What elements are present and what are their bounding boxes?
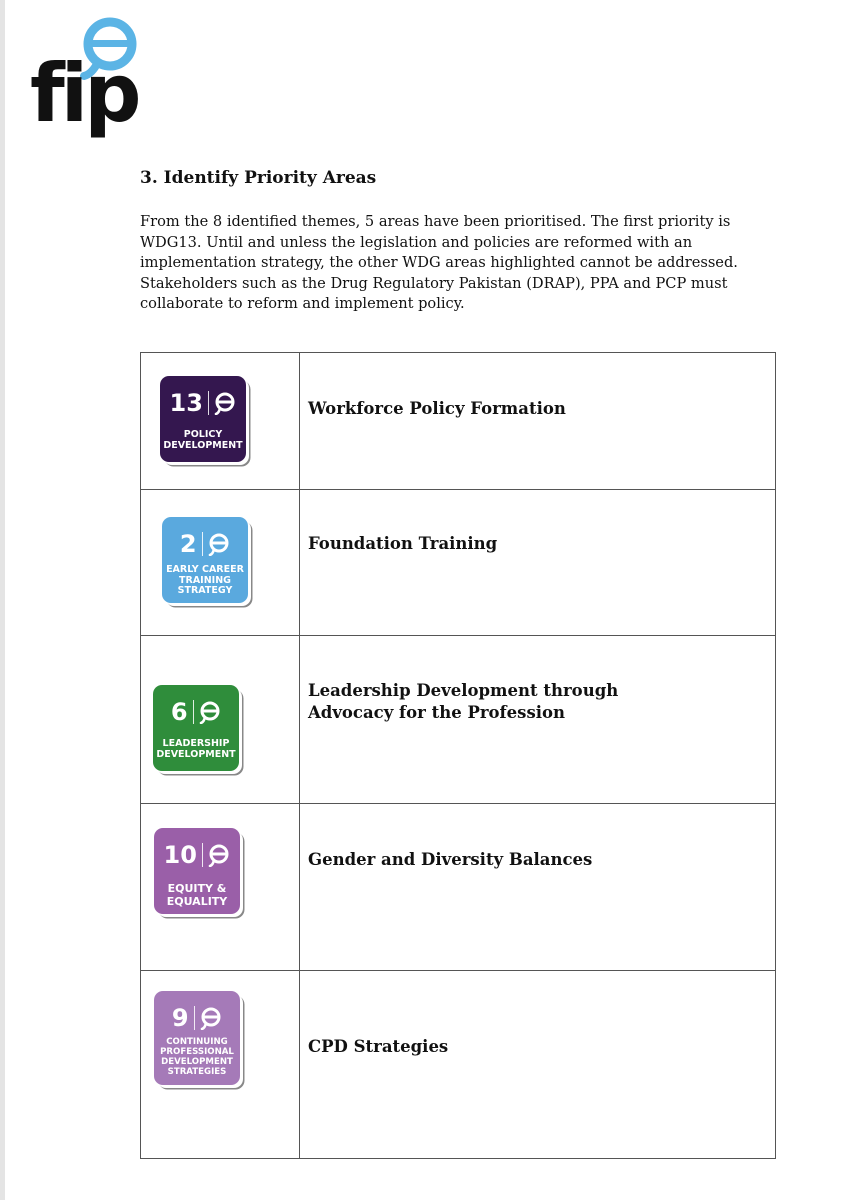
priority-area-label: Foundation Training (308, 534, 498, 553)
area-cell (300, 971, 776, 1159)
fip-logo (22, 8, 152, 158)
page-edge (0, 0, 5, 1200)
intro-paragraph: From the 8 identified themes, 5 areas have been prioritised. The first priority is WDG13. Until and unless the legislation and policies are reformed with an implementation strategy, the other WDG areas highlighted cannot be addressed. Stakeholders such as the Drug Regulatory Pakistan (DRAP), PPA and PCP must collaborate to reform and implement policy. (140, 213, 738, 312)
badge-cell (141, 490, 300, 636)
badge-label: CONTINUING PROFESSIONAL DEVELOPMENT STRATEGIES (160, 1037, 234, 1077)
badge-cell (141, 804, 300, 971)
wdg-badge-13 (160, 376, 246, 462)
table-row (141, 804, 776, 971)
priority-area-label: CPD Strategies (308, 1037, 449, 1056)
badge-label: LEADERSHIP DEVELOPMENT (156, 738, 236, 760)
section-heading: 3. Identify Priority Areas (140, 168, 377, 188)
fip-logo-text: fip (30, 47, 138, 140)
badge-number: 9 (171, 1004, 189, 1032)
priority-area-label: Leadership Development through Advocacy for the Profession (308, 681, 619, 722)
wdg-goal-icon (214, 391, 236, 415)
table-row (141, 490, 776, 636)
table-row (141, 636, 776, 804)
badge-cell (141, 353, 300, 490)
wdg-goal-icon (200, 1006, 222, 1030)
wdg-badge-9 (154, 991, 240, 1085)
wdg-goal-icon (208, 843, 230, 867)
badge-cell (141, 636, 300, 804)
badge-number: 13 (169, 389, 203, 417)
area-cell (300, 636, 776, 804)
wdg-goal-icon (199, 700, 221, 724)
priority-areas-table (140, 352, 776, 1159)
priority-area-label: Gender and Diversity Balances (308, 850, 593, 869)
wdg-badge-6 (153, 685, 239, 771)
badge-number: 6 (170, 698, 188, 726)
table-row (141, 971, 776, 1159)
wdg-badge-10 (154, 828, 240, 914)
badge-cell (141, 971, 300, 1159)
badge-label: EARLY CAREER TRAINING STRATEGY (166, 564, 244, 596)
priority-area-label: Workforce Policy Formation (308, 399, 566, 418)
wdg-badge-2 (162, 517, 248, 603)
badge-label: EQUITY & EQUALITY (166, 882, 228, 908)
table-row (141, 353, 776, 490)
wdg-goal-icon (208, 532, 230, 556)
area-cell (300, 490, 776, 636)
badge-label: POLICY DEVELOPMENT (163, 429, 243, 451)
badge-number: 10 (163, 841, 197, 869)
area-cell (300, 353, 776, 490)
badge-number: 2 (179, 530, 197, 558)
area-cell (300, 804, 776, 971)
